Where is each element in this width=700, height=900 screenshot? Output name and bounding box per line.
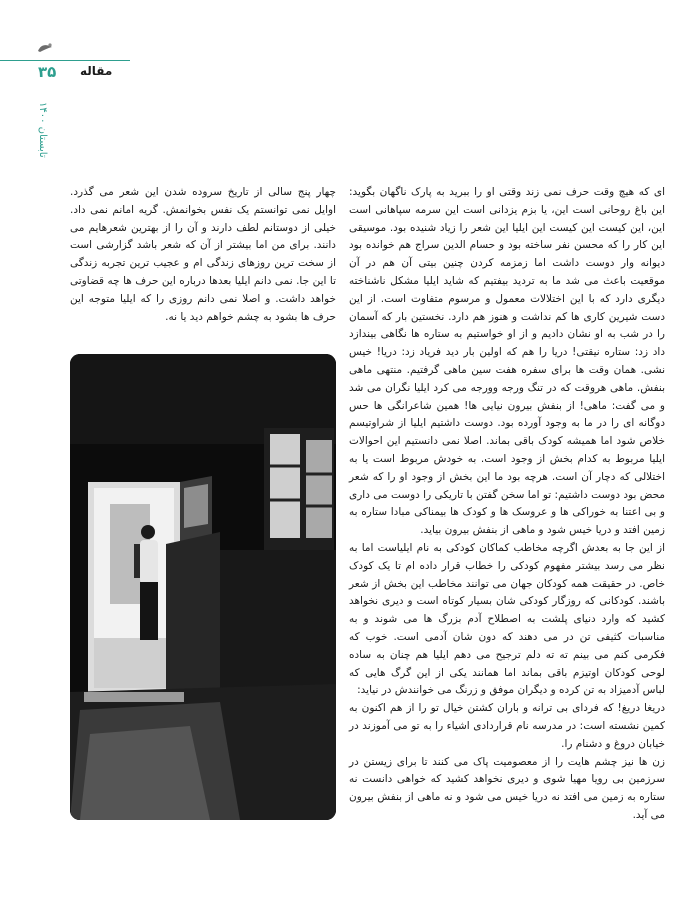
header-accent-rule [0, 60, 130, 61]
article-paragraph: دریغا دریغ! که فردای بی ترانه و باران کشتن خیال تو را از هم اکنون به کمین نشسته است: در مدرسه نام قراردادی اشیاء را به تو می آموزند در خیابان دروغ و دشنام را. [349, 702, 665, 750]
ink-logo-icon [36, 42, 54, 54]
section-label: مقاله [80, 64, 113, 78]
article-paragraph: از این جا به بعدش اگرچه مخاطب کماکان کودکی به نام ایلیاست اما به نظر می رسد بیشتر مفهوم کودکی را خطاب قرار داده ام تا یک کودک خاص. در حقیقت همه کودکان جهان می توانند مخاطب این بخش از شعر باشند. کودکانی که روزگار کودکی شان بسیار کوتاه است و دیری نخواهد کشید که وارد دنیای پلشت به اصطلاح آدم بزرگ ها می شوند و به مناسبات کثیفی تن در می دهند که دون شان آدمی است. خوب که فکرمی کنم می بینم ته ته دلم ترجیح می دهم ایلیا هم چنان به ساده لوحی کودکان اوتیزم باقی بماند اما همانند یکی از این گرگ هایی که لباس آدمیزاد به تن کرده و دیگران موفق و زرنگ می خوانندش در نیاید: [349, 541, 665, 697]
article-paragraph: چهار پنج سالی از تاریخ سروده شدن این شعر می گذرد. اوایل نمی توانستم یک نفس بخوانمش. گریه امانم نمی داد. خیلی از دوستانم لطف دارند و آن را از بهترین شعرهایم می دانند. برای من اما بیشتر از آن که شعر باشد گزارشی است از سخت ترین روزهای زندگی ام و عجیب ترین تجربه زندگی تا این جا. نمی دانم ایلیا بعدها درباره این حرف ها چه قضاوتی خواهد داشت. و اصلا نمی دانم روزی را که ایلیا متوجه این حرف ها بشود به چشم خواهم دید یا نه. [70, 186, 336, 323]
article-paragraph: ای که هیچ وقت حرف نمی زند وقتی او را ببرید به پارک ناگهان بگوید: این باغ روحانی است این، یا بزم یزدانی است این سرمه سپاهانی است این، این کیست این کیست این ایلیا این شعر را زیاد شنیده بود. موسیقی این کار را که محسن نفر ساخته بود و حسام الدین سراج هم خوانده بود دیوانه وار دوست داشت اما زمزمه کردن چنین بیتی آن هم در آن موقعیت باعث می شد ما به تردید بیفتیم که شاید ایلیا مشکل ناشناخته دیگری دارد که با این اختلالات معمول و مرسوم متفاوت است. از این دست شیرین کاری ها کم نداشت و هنوز هم دارد. نخستین بار که آسمان را در شب به او نشان دادیم و از او خواستیم به ستاره ها نگاهی بیندازد داد زد: ستاره نیقتی! دریا را هم که اولین بار دید فریاد زد: دریا! خیس نشی. همان وقت ها برای سفره هفت سین ماهی گرفتیم. منتهی ماهی بنفش. ماهی هروقت که در تنگ ورجه وورجه می کرد ایلیا نگران می شد و می گفت: ماهی! از بنفش بیرون نیایی ها! همین شاعرانگی ها حس دوگانه ای را در ما به وجود آورده بود. دوست داشتیم ایلیا از شراوتیسم خلاص شود اما همیشه کودک باقی بماند. اصلا نمی دانستیم این احوالات ایلیا مربوط به کدام بخش از وجود است. به خودش مربوط است یا به اختلالی که دچار آن است. هرچه بود ما این بخش از وجود او را که شعر محض بود دوست داشتیم: تو اما سخن گفتن با تاریکی را دوست می داری و بی اعتنا به خوراکی ها و عروسک ها و کودک ها بیمناکی مبادا ستاره به زمین افتد و دریا خیس شود و ماهی از بنفش بیرون بیاید. [349, 186, 665, 537]
article-paragraph: زن ها نیز چشم هایت را از معصومیت پاک می کنند تا برای زیستن در سرزمین بی رویا مهیا شوی و دیری نخواهد کشید که خواهی دانست نه ستاره به زمین می افتد نه دریا خیس می شود و نه ماهی از بنفش بیرون می آید. [349, 755, 665, 821]
issue-label: تابستان ۱۴۰۰ [37, 102, 48, 158]
article-photo [70, 354, 336, 820]
article-column-right [349, 184, 665, 825]
photo-illustration [70, 354, 336, 820]
page-number: ۳۵ [38, 63, 57, 81]
article-column-left [70, 184, 336, 326]
